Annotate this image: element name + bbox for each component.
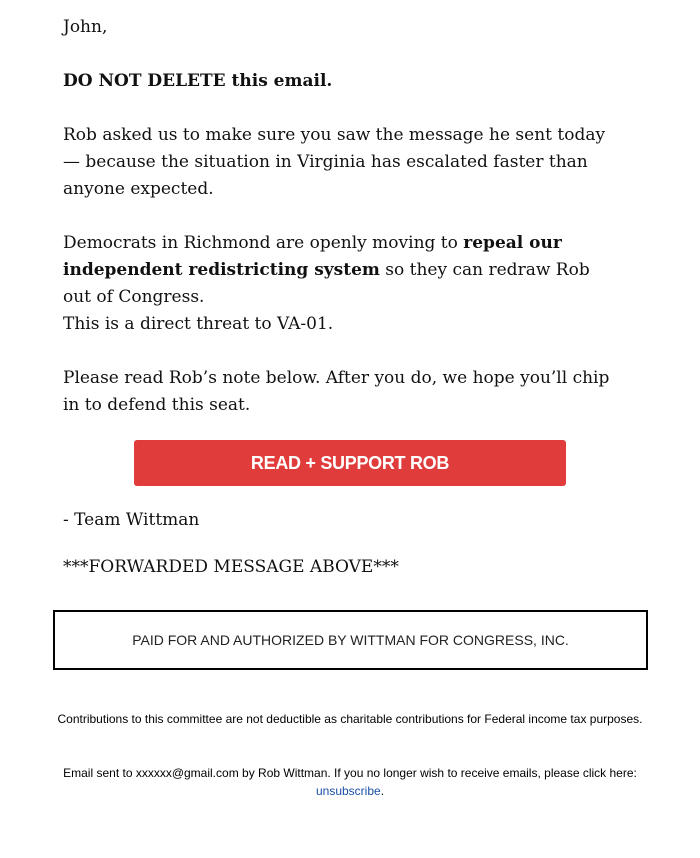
email-notice-text: Email sent to xxxxxx@gmail.com by Rob Wittman. If you no longer wish to receive emails, please click here:: [63, 766, 637, 780]
forwarded-note: ***FORWARDED MESSAGE ABOVE***: [63, 557, 399, 577]
paragraph-redistricting: [63, 230, 623, 338]
email-notice: [50, 764, 650, 800]
greeting: John,: [63, 17, 108, 37]
unsubscribe-period: .: [380, 784, 385, 798]
read-support-button[interactable]: READ + SUPPORT ROB: [134, 440, 566, 486]
signoff: - Team Wittman: [63, 510, 200, 530]
paragraph-threat: This is a direct threat to VA-01.: [63, 314, 334, 334]
tax-disclaimer: Contributions to this committee are not deductible as charitable contributions for Federal income tax purposes.: [57, 712, 643, 726]
cta-container: [134, 440, 566, 486]
paragraph-redistricting-rest: so they can redraw Rob out of Congress.: [63, 260, 590, 307]
paid-for-disclaimer-box: [53, 610, 648, 670]
paragraph-redistricting-bold: repeal our independent redistricting system: [63, 233, 562, 280]
headline: [63, 68, 623, 95]
paragraph-escalation: Rob asked us to make sure you saw the message he sent today — because the situation in Virginia has escalated faster than anyone expected.: [63, 125, 606, 199]
headline-text: DO NOT DELETE this email.: [63, 71, 333, 91]
paragraph-request: Please read Rob’s note below. After you do, we hope you’ll chip in to defend this seat.: [63, 368, 610, 415]
paragraph-redistricting-intro: Democrats in Richmond are openly moving to: [63, 233, 464, 253]
unsubscribe-link[interactable]: unsubscribe: [315, 784, 381, 798]
paid-for-text: PAID FOR AND AUTHORIZED BY WITTMAN FOR CONGRESS, INC.: [132, 632, 569, 648]
email-body: [63, 14, 623, 446]
